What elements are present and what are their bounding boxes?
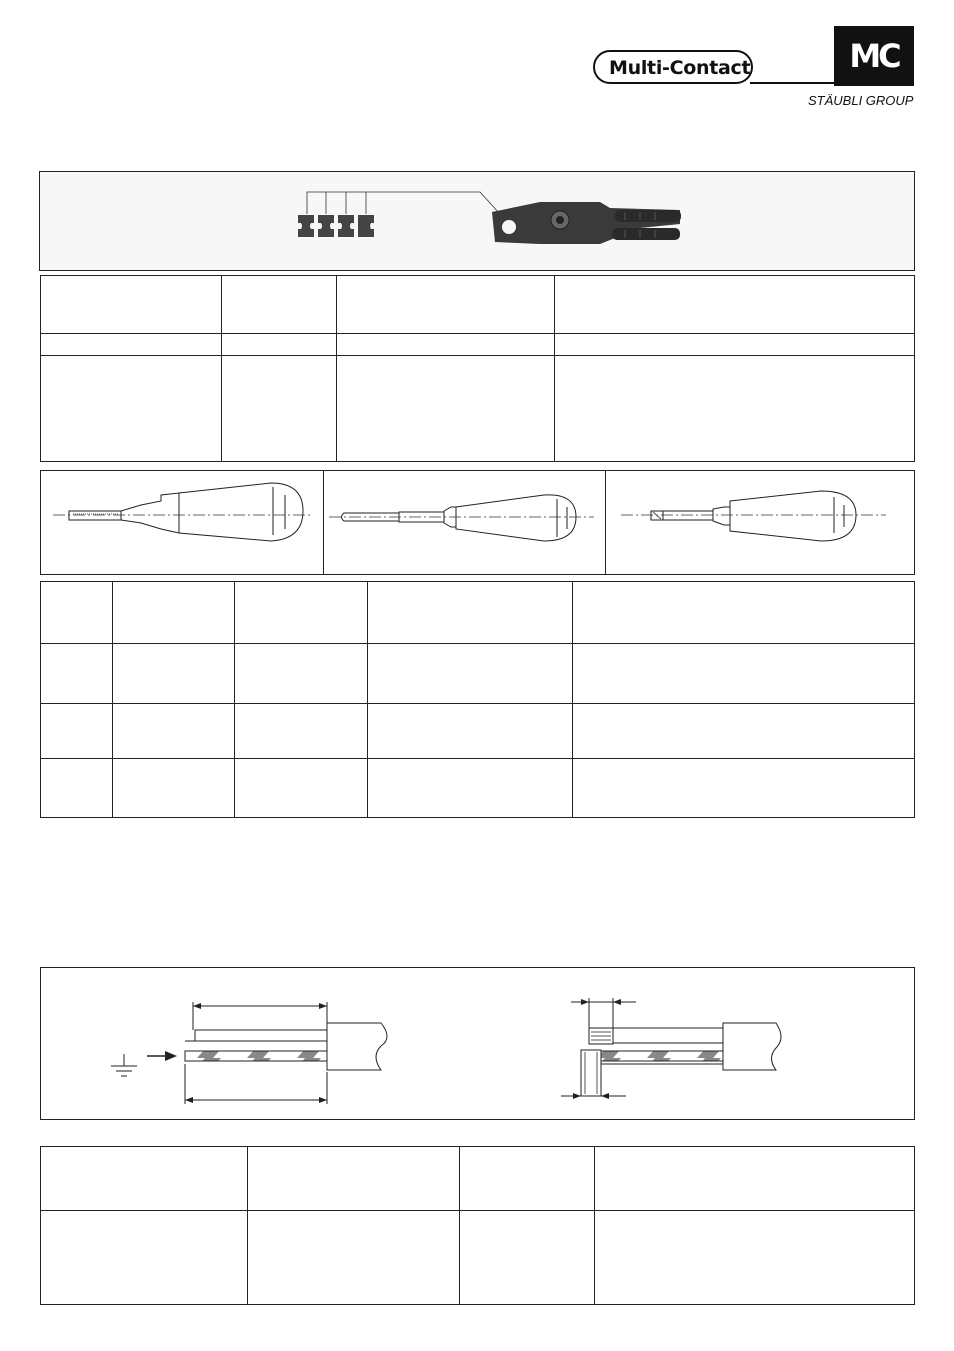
table-row xyxy=(41,1147,915,1211)
table-row xyxy=(41,704,915,759)
table-row xyxy=(41,276,915,334)
cable-drawing-right xyxy=(561,998,781,1099)
brand-name: Multi-Contact xyxy=(609,57,751,79)
table-row xyxy=(41,644,915,704)
screwdriver-table xyxy=(40,581,915,818)
leader-line xyxy=(307,192,500,214)
stripping-diagram-frame xyxy=(40,967,915,1120)
screwdriver-icon xyxy=(41,471,323,574)
screwdriver-icon xyxy=(324,471,606,574)
logo-underline xyxy=(750,82,834,84)
stripping-table xyxy=(40,1146,915,1305)
insertion-tools-frame xyxy=(40,470,915,575)
table-row xyxy=(41,582,915,644)
tool-image-frame xyxy=(39,171,915,271)
table-row xyxy=(41,356,915,462)
tool-table xyxy=(40,275,915,462)
screwdriver-icon xyxy=(606,471,916,574)
brand-group: STÄUBLI GROUP xyxy=(808,93,914,108)
table-row xyxy=(41,759,915,818)
crimping-pliers-icon xyxy=(492,202,681,244)
cable-stripping-diagram xyxy=(41,968,916,1121)
crimping-tool-illustration xyxy=(40,172,916,272)
brand-logo-pill xyxy=(593,50,753,84)
table-row xyxy=(41,334,915,356)
arrow-icon xyxy=(147,1051,177,1061)
crimp-die-icon xyxy=(298,215,374,237)
brand-mark: MC xyxy=(834,26,914,86)
ground-icon xyxy=(111,1054,137,1076)
cable-drawing-left xyxy=(185,1002,387,1104)
table-row xyxy=(41,1211,915,1305)
